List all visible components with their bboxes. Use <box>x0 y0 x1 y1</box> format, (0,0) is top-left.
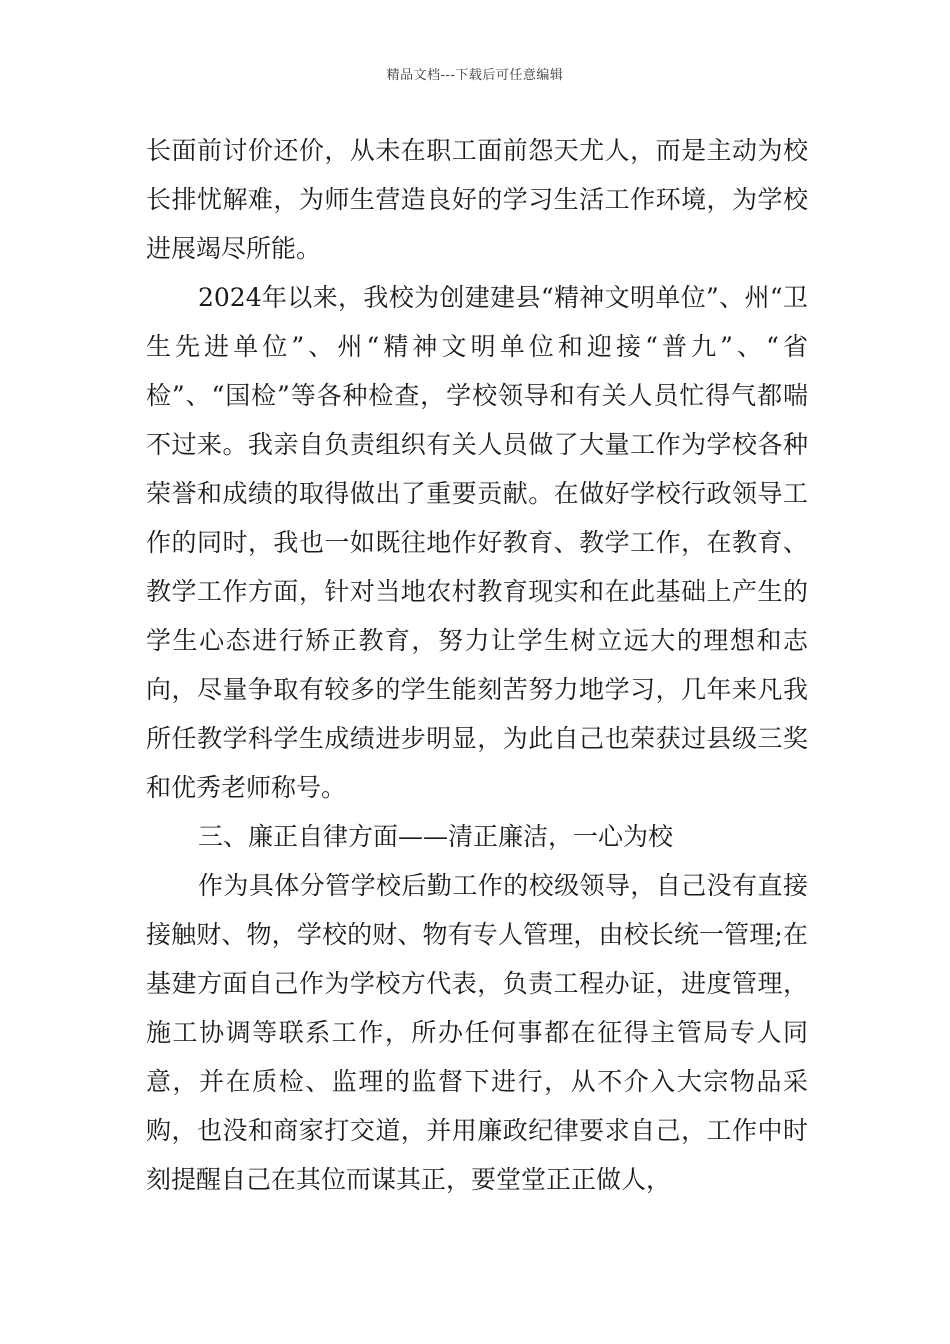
paragraph-integrity: 作为具体分管学校后勤工作的校级领导，自己没有直接接触财、物，学校的财、物有专人管理，由校长统一管理;在基建方面自己作为学校方代表，负责工程办证，进度管理，施工协调等联系工作，所办任何事都在征得主管局专人同意，并在质检、监理的监督下进行，从不介入大宗物品采购，也没和商家打交道，并用廉政纪律要求自己，工作中时刻提醒自己在其位而谋其正，要堂堂正正做人， <box>146 871 808 1194</box>
page-header: 精品文档---下载后可任意编辑 <box>386 68 564 83</box>
document-body <box>146 126 808 1204</box>
section-heading-integrity: 三、廉正自律方面——清正廉洁，一心为校 <box>198 822 674 851</box>
paragraph-continuation: 长面前讨价还价，从未在职工面前怨天尤人，而是主动为校长排忧解难，为师生营造良好的学习生活工作环境，为学校进展竭尽所能。 <box>146 136 808 263</box>
paragraph-honors: 2024年以来，我校为创建建县“精神文明单位”、州“卫生先进单位”、州“精神文明单位和迎接“普九”、“省检”、“国检”等各种检查，学校领导和有关人员忙得气都喘不过来。我亲自负责组织有关人员做了大量工作为学校各种荣誉和成绩的取得做出了重要贡献。在做好学校行政领导工作的同时，我也一如既往地作好教育、教学工作，在教育、教学工作方面，针对当地农村教育现实和在此基础上产生的学生心态进行矫正教育，努力让学生树立远大的理想和志向，尽量争取有较多的学生能刻苦努力地学习，几年来凡我所任教学科学生成绩进步明显，为此自己也荣获过县级三奖和优秀老师称号。 <box>146 283 808 802</box>
